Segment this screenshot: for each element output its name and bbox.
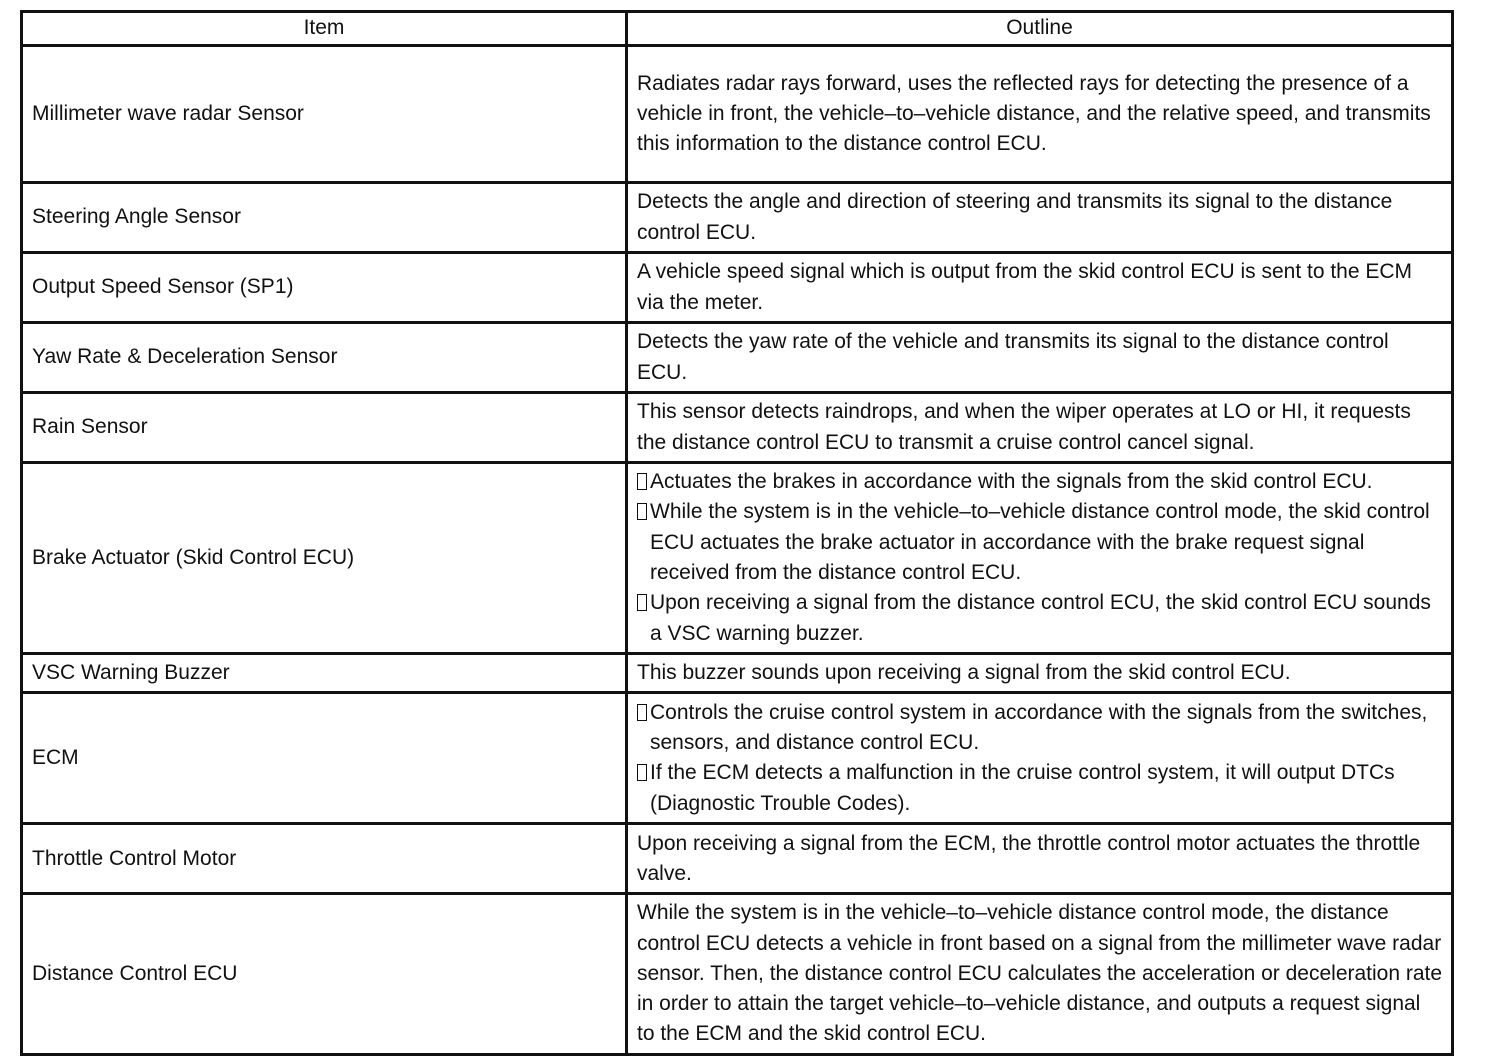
table-row [22, 824, 1453, 894]
table-row [22, 654, 1453, 693]
table-row [22, 463, 1453, 654]
table-row [22, 393, 1453, 463]
table-row [22, 253, 1453, 323]
outline-bullet [637, 467, 1443, 497]
item-cell: VSC Warning Buzzer [22, 654, 627, 693]
table-row [22, 183, 1453, 253]
item-cell: Distance Control ECU [22, 894, 627, 1054]
outline-bullet-text: Actuates the brakes in accordance with the signals from the skid control ECU. [650, 470, 1373, 494]
outline-bullet [637, 698, 1443, 759]
outline-cell [627, 693, 1453, 824]
table-row [22, 693, 1453, 824]
component-outline-table [20, 10, 1454, 1056]
outline-cell [627, 463, 1453, 654]
outline-text: This sensor detects raindrops, and when the wiper operates at LO or HI, it requests the distance control ECU to transmit a cruise control cancel signal. [637, 400, 1411, 454]
outline-bullet-text: Controls the cruise control system in accordance with the signals from the switches, sensors, and distance control ECU. [650, 700, 1428, 754]
outline-bullet [637, 758, 1443, 819]
outline-column-header: Outline [627, 12, 1453, 46]
outline-cell [627, 393, 1453, 463]
outline-cell [627, 253, 1453, 323]
item-cell: ECM [22, 693, 627, 824]
bullet-box-icon [637, 473, 647, 490]
outline-text: Radiates radar rays forward, uses the reflected rays for detecting the presence of a vehicle in front, the vehicle–to–vehicle distance, and the relative speed, and transmits this information to the distance control ECU. [637, 71, 1431, 156]
bullet-box-icon [637, 503, 647, 520]
outline-cell [627, 323, 1453, 393]
outline-text: This buzzer sounds upon receiving a signal from the skid control ECU. [637, 661, 1291, 684]
table-header-row [22, 12, 1453, 46]
bullet-box-icon [637, 594, 647, 611]
outline-bullet-text: If the ECM detects a malfunction in the cruise control system, it will output DTCs (Diagnostic Trouble Codes). [650, 761, 1395, 815]
item-cell: Steering Angle Sensor [22, 183, 627, 253]
outline-cell [627, 46, 1453, 183]
outline-bullet [637, 588, 1443, 649]
outline-cell [627, 654, 1453, 693]
outline-cell [627, 824, 1453, 894]
outline-bullet-text: While the system is in the vehicle–to–vehicle distance control mode, the skid control ECU actuates the brake actuator in accordance with the brake request signal received from the distance control ECU. [650, 500, 1430, 584]
item-cell: Rain Sensor [22, 393, 627, 463]
table-row [22, 323, 1453, 393]
outline-text: Detects the yaw rate of the vehicle and transmits its signal to the distance control ECU. [637, 330, 1389, 384]
table-row [22, 46, 1453, 183]
bullet-box-icon [637, 764, 647, 781]
item-cell: Throttle Control Motor [22, 824, 627, 894]
item-cell: Millimeter wave radar Sensor [22, 46, 627, 183]
outline-cell [627, 894, 1453, 1054]
outline-text: A vehicle speed signal which is output from the skid control ECU is sent to the ECM via the meter. [637, 260, 1413, 314]
bullet-box-icon [637, 704, 647, 721]
item-column-header: Item [22, 12, 627, 46]
outline-bullet [637, 497, 1443, 588]
outline-text: Detects the angle and direction of steering and transmits its signal to the distance control ECU. [637, 190, 1393, 244]
item-cell: Brake Actuator (Skid Control ECU) [22, 463, 627, 654]
item-cell: Yaw Rate & Deceleration Sensor [22, 323, 627, 393]
outline-bullet-text: Upon receiving a signal from the distance control ECU, the skid control ECU sounds a VSC warning buzzer. [650, 591, 1431, 645]
table-row [22, 894, 1453, 1054]
outline-text: While the system is in the vehicle–to–vehicle distance control mode, the distance control ECU detects a vehicle in front based on a signal from the millimeter wave radar sensor. Then, the distance control ECU calculates the acceleration or deceleration rate in order to attain the target vehicle–to–vehicle distance, and outputs a request signal to the ECM and the skid control ECU. [637, 901, 1443, 1046]
outline-text: Upon receiving a signal from the ECM, the throttle control motor actuates the throttle valve. [637, 831, 1421, 885]
outline-cell [627, 183, 1453, 253]
item-cell: Output Speed Sensor (SP1) [22, 253, 627, 323]
